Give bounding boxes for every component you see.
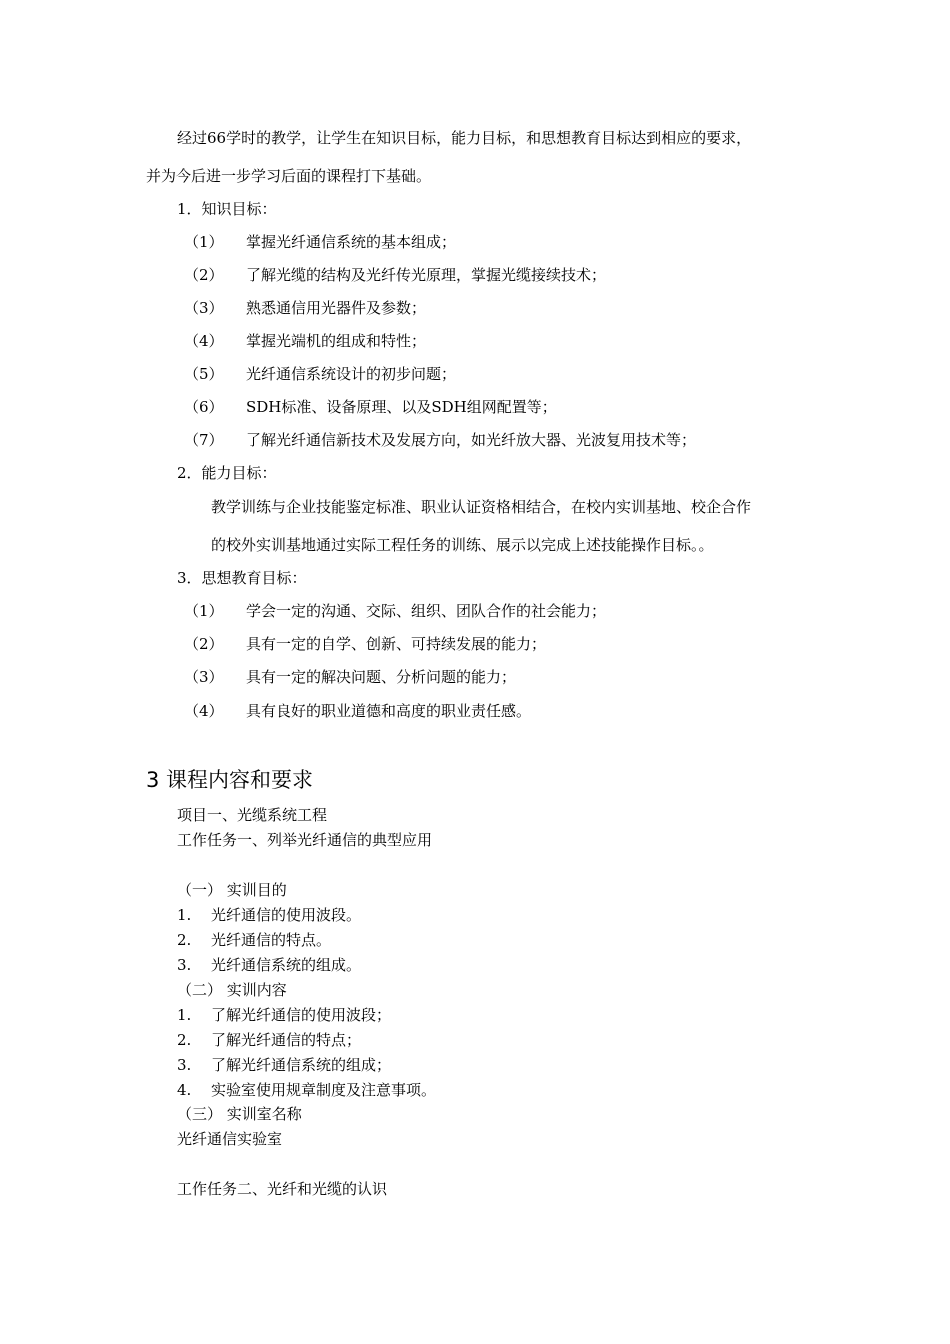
- ideology-item: [184, 701, 531, 721]
- list-item: [177, 905, 361, 925]
- item-number: 1.: [177, 1006, 192, 1024]
- knowledge-item: [184, 397, 557, 417]
- item-text: 掌握光端机的组成和特性；: [246, 332, 427, 350]
- item-number: （4）: [184, 702, 224, 720]
- item-number: 4.: [177, 1081, 192, 1099]
- knowledge-item: [184, 298, 426, 318]
- item-text: 具有良好的职业道德和高度的职业责任感。: [246, 702, 532, 720]
- list-item: [177, 930, 331, 950]
- intro-line-1: 经过66学时的教学，让学生在知识目标，能力目标，和思想教育目标达到相应的要求，: [177, 129, 752, 147]
- ability-line-1: 教学训练与企业技能鉴定标准、职业认证资格相结合，在校内实训基地、校企合作: [211, 498, 752, 516]
- intro-line-2: 并为今后进一步学习后面的课程打下基础。: [146, 167, 432, 185]
- item-text: 实验室使用规章制度及注意事项。: [211, 1081, 437, 1099]
- subsection-title: （三） 实训室名称: [177, 1105, 302, 1123]
- project-title: 项目一、光缆系统工程: [177, 806, 328, 824]
- item-text: 具有一定的自学、创新、可持续发展的能力；: [246, 635, 547, 653]
- knowledge-item: [184, 232, 456, 252]
- knowledge-item: [184, 364, 456, 384]
- subsection-title: （一） 实训目的: [177, 881, 287, 899]
- item-number: 2.: [177, 1031, 192, 1049]
- item-text: 掌握光纤通信系统的基本组成；: [246, 233, 457, 251]
- ideology-item: [184, 667, 516, 687]
- item-text: SDH标准、设备原理、以及SDH组网配置等；: [246, 398, 557, 416]
- knowledge-item: [184, 430, 696, 450]
- item-text: 光纤通信系统的组成。: [211, 956, 362, 974]
- item-number: 1.: [177, 906, 192, 924]
- list-item: [177, 1030, 361, 1050]
- list-item: [177, 1055, 391, 1075]
- knowledge-item: [184, 331, 426, 351]
- item-number: （4）: [184, 332, 224, 350]
- item-number: （3）: [184, 299, 224, 317]
- item-text: 熟悉通信用光器件及参数；: [246, 299, 427, 317]
- item-text: 了解光纤通信系统的组成；: [211, 1056, 392, 1074]
- item-text: 了解光纤通信新技术及发展方向，如光纤放大器、光波复用技术等；: [246, 431, 697, 449]
- list-item: [177, 1005, 391, 1025]
- item-number: 3.: [177, 956, 192, 974]
- task-title: 工作任务一、列举光纤通信的典型应用: [177, 831, 433, 849]
- list-item: [177, 1080, 436, 1100]
- item-text: 具有一定的解决问题、分析问题的能力；: [246, 668, 517, 686]
- ideology-item: [184, 601, 606, 621]
- item-number: （2）: [184, 635, 224, 653]
- item-number: 3.: [177, 1056, 192, 1074]
- item-number: （6）: [184, 398, 224, 416]
- list-item: [177, 955, 361, 975]
- room-name: 光纤通信实验室: [177, 1130, 283, 1148]
- task-title: 工作任务二、光纤和光缆的认识: [177, 1180, 388, 1198]
- subsection-title: （二） 实训内容: [177, 981, 287, 999]
- item-number: （7）: [184, 431, 224, 449]
- ability-line-2: 的校外实训基地通过实际工程任务的训练、展示以完成上述技能操作目标。。: [211, 536, 714, 554]
- item-text: 学会一定的沟通、交际、组织、团队合作的社会能力；: [246, 602, 607, 620]
- ideology-title: 3．思想教育目标：: [177, 569, 307, 587]
- item-text: 了解光纤通信的使用波段；: [211, 1006, 392, 1024]
- item-text: 光纤通信的特点。: [211, 931, 332, 949]
- knowledge-item: [184, 265, 606, 285]
- item-number: 2.: [177, 931, 192, 949]
- item-text: 光纤通信的使用波段。: [211, 906, 362, 924]
- item-text: 了解光缆的结构及光纤传光原理，掌握光缆接续技术；: [246, 266, 607, 284]
- knowledge-title: 1．知识目标：: [177, 200, 277, 218]
- ideology-item: [184, 634, 546, 654]
- item-number: （3）: [184, 668, 224, 686]
- item-text: 光纤通信系统设计的初步问题；: [246, 365, 457, 383]
- item-text: 了解光纤通信的特点；: [211, 1031, 362, 1049]
- item-number: （2）: [184, 266, 224, 284]
- item-number: （1）: [184, 602, 224, 620]
- section-heading: 3 课程内容和要求: [146, 768, 314, 792]
- ability-title: 2．能力目标：: [177, 464, 277, 482]
- item-number: （5）: [184, 365, 224, 383]
- item-number: （1）: [184, 233, 224, 251]
